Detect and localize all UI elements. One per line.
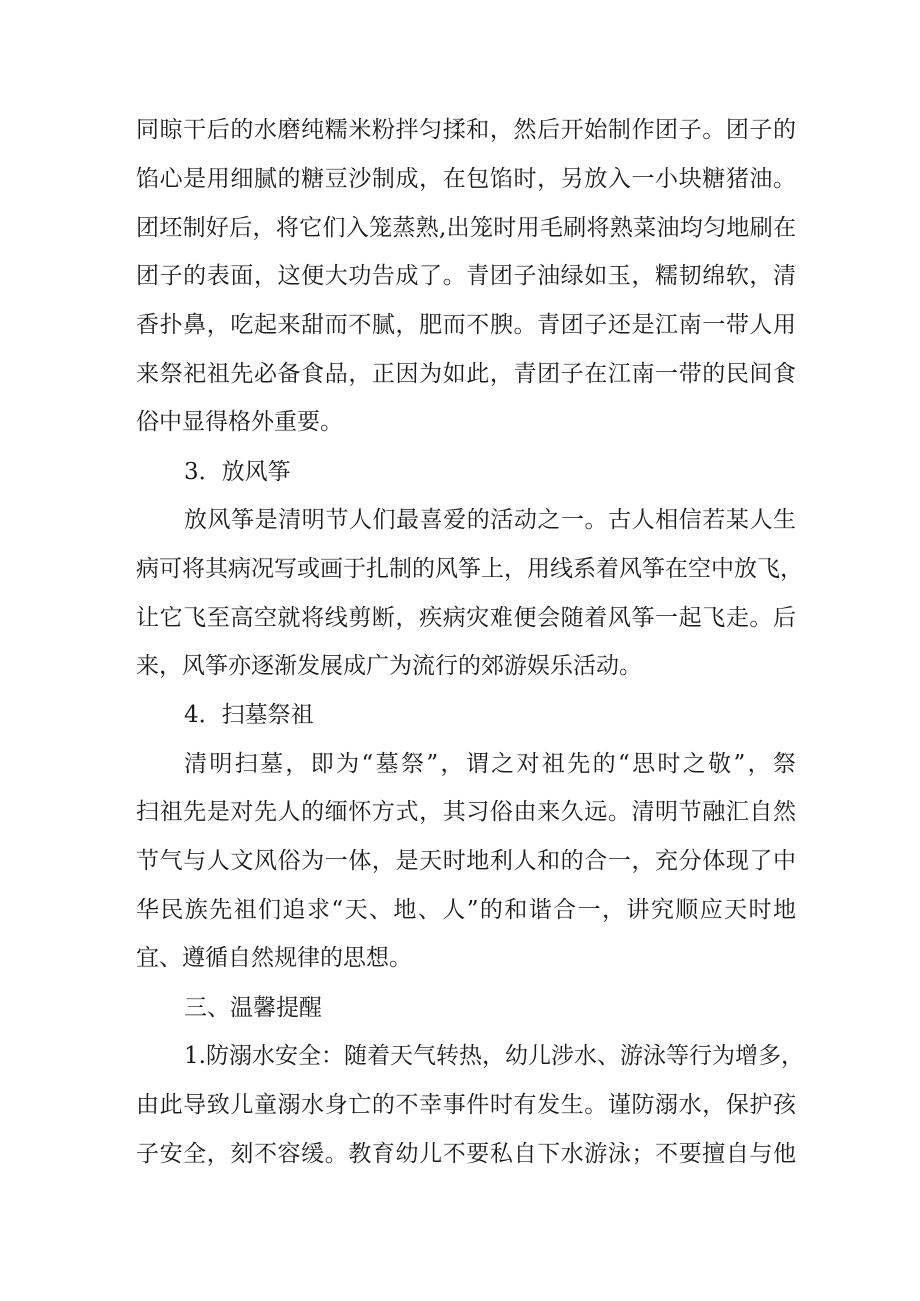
paragraph-line: 清明扫墓，即为“墓祭”，谓之对祖先的“思时之敬”，祭 <box>184 751 796 777</box>
paragraph-line: 节气与人文风俗为一体，是天时地利人和的合一，充分体现了中 <box>136 848 796 874</box>
paragraph-line: 病可将其病况写或画于扎制的风筝上，用线系着风筝在空中放飞， <box>136 556 803 582</box>
paragraph-line: 宜、遵循自然规律的思想。 <box>136 945 412 971</box>
section-heading-reminder: 三、温馨提醒 <box>184 995 322 1021</box>
paragraph-line: 俗中显得格外重要。 <box>136 409 343 435</box>
paragraph-line: 来祭祀祖先必备食品，正因为如此，青团子在江南一带的民间食 <box>136 361 796 387</box>
paragraph-line: 同晾干后的水磨纯糯米粉拌匀揉和，然后开始制作团子。团子的 <box>136 117 796 143</box>
paragraph-line: 团子的表面，这便大功告成了。青团子油绿如玉，糯韧绵软，清 <box>136 263 796 289</box>
paragraph-line: 馅心是用细腻的糖豆沙制成，在包馅时，另放入一小块糖猪油。 <box>136 166 796 192</box>
paragraph-line: 香扑鼻，吃起来甜而不腻，肥而不腴。青团子还是江南一带人用 <box>136 312 796 338</box>
paragraph-line: 1.防溺水安全：随着天气转热，幼儿涉水、游泳等行为增多， <box>184 1043 804 1069</box>
paragraph-line: 华民族先祖们追求“天、地、人”的和谐合一，讲究顺应天时地 <box>136 897 796 923</box>
paragraph-line: 让它飞至高空就将线剪断，疾病灾难便会随着风筝一起飞走。后 <box>136 605 796 631</box>
paragraph-line: 团坯制好后，将它们入笼蒸熟,出笼时用毛刷将熟菜油均匀地刷在 <box>136 215 796 241</box>
paragraph-line: 扫祖先是对先人的缅怀方式，其习俗由来久远。清明节融汇自然 <box>136 799 796 825</box>
paragraph-line: 子安全，刻不容缓。教育幼儿不要私自下水游泳；不要擅自与他 <box>136 1141 796 1167</box>
paragraph-line: 由此导致儿童溺水身亡的不幸事件时有发生。谨防溺水，保护孩 <box>136 1092 796 1118</box>
paragraph-line: 来，风筝亦逐渐发展成广为流行的郊游娱乐活动。 <box>136 653 642 679</box>
section-heading-kite: 3．放风筝 <box>184 459 291 485</box>
section-heading-tomb-sweeping: 4．扫墓祭祖 <box>184 702 314 728</box>
paragraph-line: 放风筝是清明节人们最喜爱的活动之一。古人相信若某人生 <box>184 507 796 533</box>
